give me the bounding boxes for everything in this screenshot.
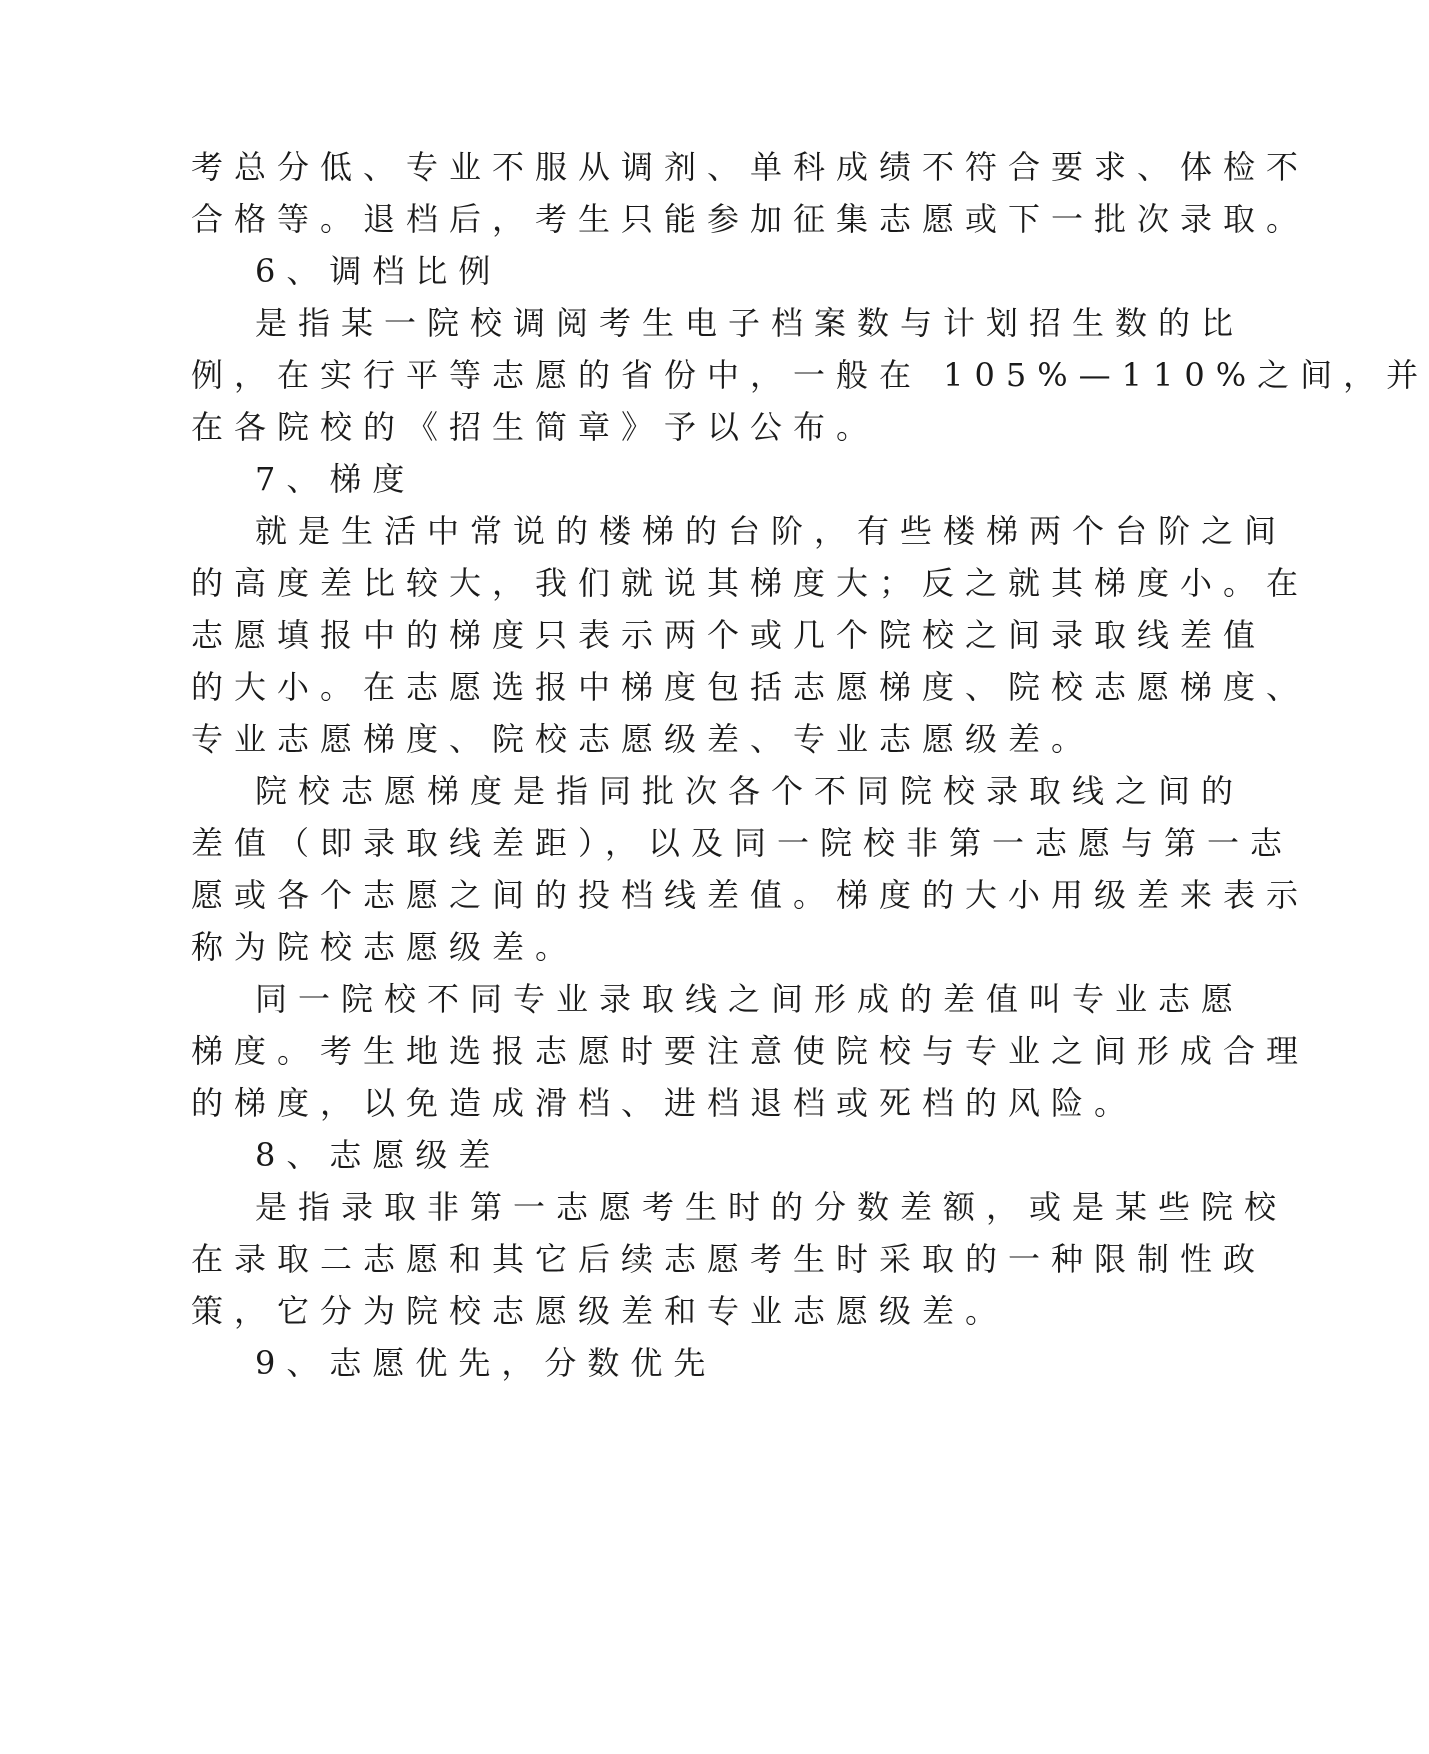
body-text-line: 的梯度，以免造成滑档、进档退档或死档的风险。 — [191, 1084, 1138, 1122]
body-text-line: 考总分低、专业不服从调剂、单科成绩不符合要求、体检不 — [191, 148, 1310, 186]
body-text-line: 就是生活中常说的楼梯的台阶，有些楼梯两个台阶之间 — [255, 512, 1288, 550]
body-text-line: 差值（即录取线差距），以及同一院校非第一志愿与第一志 — [191, 824, 1294, 862]
section-heading-8: 8、志愿级差 — [255, 1136, 502, 1174]
body-text-line: 院校志愿梯度是指同批次各个不同院校录取线之间的 — [255, 772, 1245, 810]
body-text-line: 合格等。退档后，考生只能参加征集志愿或下一批次录取。 — [191, 200, 1310, 238]
body-text-line: 的大小。在志愿选报中梯度包括志愿梯度、院校志愿梯度、 — [191, 668, 1310, 706]
body-text-line: 同一院校不同专业录取线之间形成的差值叫专业志愿 — [255, 980, 1245, 1018]
body-text-line: 专业志愿梯度、院校志愿级差、专业志愿级差。 — [191, 720, 1095, 758]
body-text-line: 梯度。考生地选报志愿时要注意使院校与专业之间形成合理 — [191, 1032, 1310, 1070]
body-text-line: 在录取二志愿和其它后续志愿考生时采取的一种限制性政 — [191, 1240, 1267, 1278]
section-heading-6: 6、调档比例 — [255, 252, 502, 290]
body-text-line: 在各院校的《招生简章》予以公布。 — [191, 408, 880, 446]
body-text-line: 称为院校志愿级差。 — [191, 928, 579, 966]
body-text-line: 是指录取非第一志愿考生时的分数差额，或是某些院校 — [255, 1188, 1288, 1226]
body-text-line: 是指某一院校调阅考生电子档案数与计划招生数的比 — [255, 304, 1245, 342]
section-heading-9: 9、志愿优先，分数优先 — [255, 1344, 717, 1382]
section-heading-7: 7、梯度 — [255, 460, 416, 498]
body-text-line: 策，它分为院校志愿级差和专业志愿级差。 — [191, 1292, 1009, 1330]
body-text-line: 志愿填报中的梯度只表示两个或几个院校之间录取线差值 — [191, 616, 1267, 654]
body-text-line: 例，在实行平等志愿的省份中，一般在 105%—110%之间，并 — [191, 356, 1429, 394]
body-text-line: 愿或各个志愿之间的投档线差值。梯度的大小用级差来表示 — [191, 876, 1310, 914]
body-text-line: 的高度差比较大，我们就说其梯度大；反之就其梯度小。在 — [191, 564, 1310, 602]
